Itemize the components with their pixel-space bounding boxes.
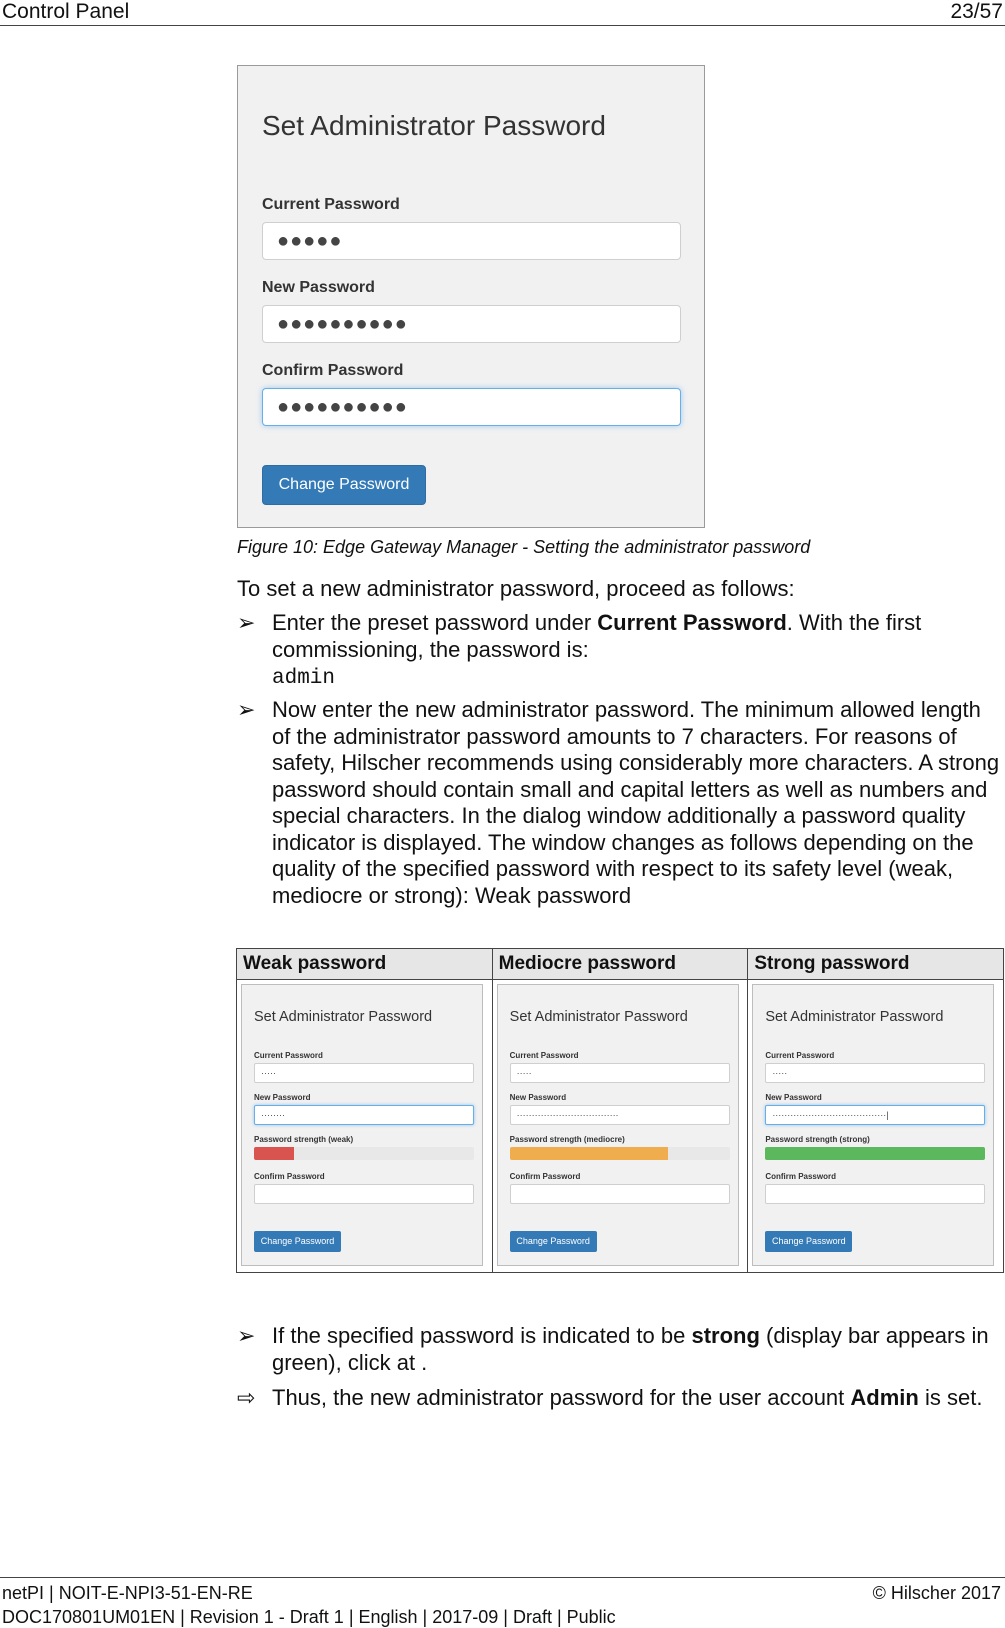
- current-password-label: Current Password: [262, 196, 400, 213]
- table-header-strong: Strong password: [748, 949, 1004, 980]
- footer-copyright: © Hilscher 2017: [872, 1583, 1001, 1603]
- strong-password-screenshot: Set Administrator Password Current Password ····· New Password ······································| Password strength (strong) Confirm Password Change Password: [752, 984, 994, 1266]
- table-header-mediocre: Mediocre password: [492, 949, 748, 980]
- current-password-input[interactable]: ●●●●●: [262, 222, 681, 260]
- arrow-bullet-icon: ➢: [237, 697, 256, 722]
- page-footer: [0, 1577, 1005, 1627]
- new-password-label: New Password: [262, 279, 375, 296]
- default-password-code: admin: [272, 667, 336, 690]
- header-page-number: 23/57: [950, 0, 1003, 23]
- header-section: Control Panel: [2, 0, 130, 23]
- page-header: [0, 0, 1005, 26]
- intro-text: To set a new administrator password, proceed as follows:: [237, 576, 795, 601]
- confirm-password-label: Confirm Password: [262, 362, 404, 379]
- figure-caption: Figure 10: Edge Gateway Manager - Setting the administrator password: [237, 537, 811, 557]
- strength-bar: [765, 1147, 985, 1160]
- footer-revision: DOC170801UM01EN | Revision 1 - Draft 1 | English | 2017-09 | Draft | Public: [2, 1607, 616, 1627]
- password-strength-table: [236, 948, 1004, 1273]
- footer-doc-id: netPI | NOIT-E-NPI3-51-EN-RE: [2, 1583, 253, 1603]
- strength-bar: [510, 1147, 730, 1160]
- table-header-weak: Weak password: [237, 949, 493, 980]
- new-password-input[interactable]: ●●●●●●●●●●: [262, 305, 681, 343]
- arrow-bullet-icon: ➢: [237, 610, 256, 635]
- confirm-password-input[interactable]: ●●●●●●●●●●: [262, 388, 681, 426]
- password-dialog-screenshot: [237, 65, 705, 528]
- change-password-button[interactable]: Change Password: [262, 465, 426, 505]
- arrow-bullet-icon: ➢: [237, 1323, 256, 1348]
- mediocre-password-screenshot: Set Administrator Password Current Password ····· New Password ·································· Password strength (mediocre) Confirm Password Change Password: [497, 984, 739, 1266]
- dialog-title: Set Administrator Password: [262, 110, 606, 141]
- weak-password-screenshot: Set Administrator Password Current Password ····· New Password ········ Password strength (weak) Confirm Password Change Password: [241, 984, 483, 1266]
- result-arrow-icon: ⇨: [237, 1385, 256, 1410]
- strength-bar: [254, 1147, 474, 1160]
